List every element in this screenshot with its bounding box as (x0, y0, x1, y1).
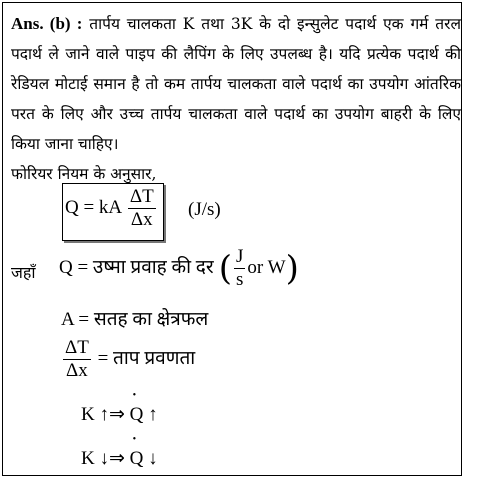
q-unit-fraction: $\frac{J}{s}$ (236, 246, 244, 290)
area-definition: A = सतह का क्षेत्रफल (61, 309, 209, 330)
gradient-fraction: $\frac{\Delta T}{\Delta x}$ (65, 337, 89, 381)
formula-num: ΔT (129, 186, 154, 207)
formula-unit: (J/s) (188, 199, 221, 220)
formula-den: Δx (130, 209, 153, 230)
relation-decrease: K ↓⇒ • Q ↓ (81, 447, 158, 470)
answer-label: Ans. (b) : (11, 14, 83, 33)
formula-fraction (128, 186, 156, 231)
q-dot: • Q (130, 448, 144, 470)
gradient-definition (61, 337, 195, 382)
answer-text: तार्पय चालकता K तथा 3K के दो इन्सुलेट पदार्थ एक गर्म तरल पदार्थ ले जाने वाले पाइप की लैपिंग के लिए उपलब्ध है। यदि प्रत्येक पदार्थ की रेडियल मोटाई समान है तो कम तार्पय चालकता वाले पदार्थ का उपयोग आंतरिक परत के लिए और उच्च तार्पय चालकता वाले पदार्थ का उपयोग बाहरी के लिए किया जाना चाहिए। (11, 15, 461, 153)
heat-flow-definition: Q = उष्मा प्रवाह की दर ( $\frac{J}{s}$ or W) (59, 246, 299, 290)
q-definition: Q = उष्मा प्रवाह की दर (59, 257, 214, 278)
fourier-formula (65, 186, 158, 231)
answer-paragraph (11, 9, 461, 189)
relation-increase: K ↑⇒ • Q ↑ (81, 403, 158, 426)
law-line: फोरियर नियम के अनुसार, (11, 165, 157, 183)
q-unit-or: or W (247, 257, 286, 278)
gradient-label: = ताप प्रवणता (97, 347, 196, 369)
q-dot: • Q (130, 404, 144, 426)
answer-box (2, 2, 462, 476)
formula-lhs: Q = kA (65, 196, 122, 218)
where-word: जहाँ (11, 263, 36, 282)
